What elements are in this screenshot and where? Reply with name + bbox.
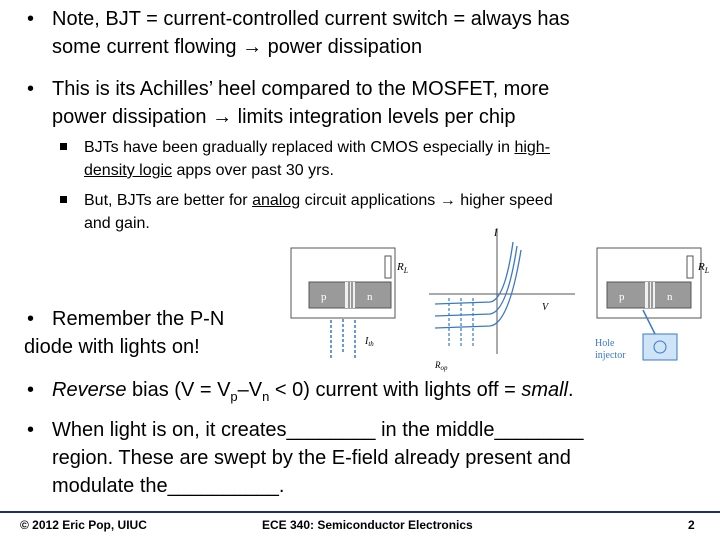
right-resistor: [687, 256, 693, 278]
bullet-text: This is its Achilles’ heel compared to the MOSFET, more power dissipation → limits integration levels per chip: [52, 78, 550, 128]
iv-curves: [435, 242, 521, 328]
arrow-right-icon: →: [439, 192, 456, 209]
footer-copyright: © 2012 Eric Pop, UIUC: [20, 518, 147, 532]
arrow-right-icon: →: [212, 106, 233, 128]
hole-injector-label: Hole injector: [595, 338, 626, 361]
voltage-axis-label: V: [542, 302, 549, 313]
bullet-text: Note, BJT = current-controlled current switch = always has some current flowing → power dissipation: [52, 8, 570, 58]
operating-label: $R_{op}$: [435, 360, 448, 372]
left-n-label: n: [367, 291, 373, 303]
arrow-right-icon: →: [242, 36, 263, 58]
subbullet-text: BJTs have been gradually replaced with CMOS especially in high- density logic apps over past 30 yrs.: [84, 139, 551, 179]
right-p-label: p: [619, 291, 625, 303]
square-bullet-icon: [60, 196, 67, 203]
light-arrows-left: [331, 318, 355, 358]
bullet-marker: •: [27, 379, 35, 401]
light-arrows-graph: [449, 298, 473, 346]
left-resistor-label: $R_L$: [397, 261, 409, 275]
injector-arrow: [643, 310, 655, 334]
photodiode-figure: [285, 222, 715, 374]
iv-graph: [429, 228, 575, 354]
bullet-marker: •: [27, 78, 35, 100]
generated-current-label: $I_{th}$: [365, 336, 374, 348]
footer-course: ECE 340: Semiconductor Electronics: [262, 518, 473, 532]
subbullet-text: But, BJTs are better for analog circuit applications → higher speed and gain.: [84, 192, 553, 232]
left-p-label: p: [321, 291, 327, 303]
bullet-text: Reverse bias $(V = V_p-V_n < 0)$ current with lights off = small.: [52, 379, 574, 404]
hole-injector-box: [643, 334, 677, 360]
bullet-marker: •: [27, 8, 35, 30]
right-n-label: n: [667, 291, 673, 303]
bullet-marker: •: [27, 419, 35, 441]
right-resistor-label: $R_L$: [698, 261, 710, 275]
square-bullet-icon: [60, 143, 67, 150]
left-resistor: [385, 256, 391, 278]
bullet-text-line1: Remember the P-N: [52, 308, 225, 330]
bullet-marker: •: [27, 308, 35, 330]
bullet-text: When light is on, it creates________ in the middle________ region. These are swept by the E-field already present and modulate the__________.: [52, 419, 584, 497]
slide-footer: [0, 511, 720, 535]
footer-page-number: 2: [688, 518, 695, 532]
current-axis-label: I: [494, 228, 498, 239]
bullet-text-line2: diode with lights on!: [24, 336, 200, 358]
